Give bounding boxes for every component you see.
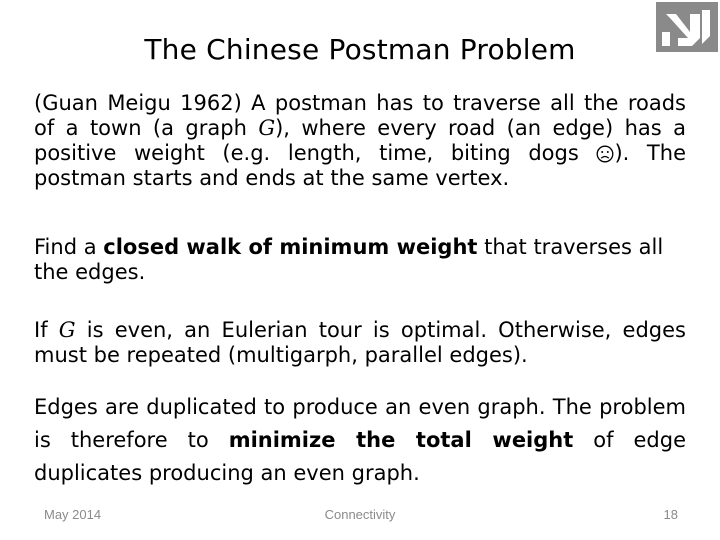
paragraph-duplicates <box>34 391 686 490</box>
graph-symbol-g: G <box>258 116 276 140</box>
paragraph1-text-a: (Guan Meigu 1962) A postman has to traverse all the roads of a town (a graph <box>34 91 686 140</box>
paragraph-problem-statement <box>34 91 686 191</box>
paragraph4-text-a: Edges are duplicated to produce an even graph. The problem is therefore to <box>34 395 686 452</box>
paragraph-goal <box>34 235 686 285</box>
paragraph4-text-b: of edge duplicates producing an even graph. <box>34 428 686 485</box>
paragraph2-text-b: that traverses all the edges. <box>34 235 664 284</box>
slide-title: The Chinese Postman Problem <box>144 33 576 66</box>
institution-logo-icon <box>656 2 718 52</box>
paragraph3-text-b: is even, an Eulerian tour is optimal. Otherwise, edges must be repeated (multigarph, parallel edges). <box>34 318 686 367</box>
paragraph1-text-c: ). The postman starts and ends at the same vertex. <box>34 141 686 190</box>
paragraph3-text-a: If <box>34 318 59 342</box>
paragraph2-bold: closed walk of minimum weight <box>103 235 478 259</box>
footer-topic: Connectivity <box>324 507 396 522</box>
paragraph2-text-a: Find a <box>34 235 104 259</box>
paragraph4-bold: minimize the total weight <box>228 428 574 452</box>
footer-page-number: 18 <box>663 507 678 522</box>
paragraph-eulerian <box>34 318 686 368</box>
paragraph1-text-b: ), where every road (an edge) has a positive weight (e.g. length, time, biting dogs <box>34 116 686 165</box>
footer-date: May 2014 <box>44 507 102 522</box>
sad-face-icon <box>596 144 614 162</box>
graph-symbol-g: G <box>58 318 76 342</box>
